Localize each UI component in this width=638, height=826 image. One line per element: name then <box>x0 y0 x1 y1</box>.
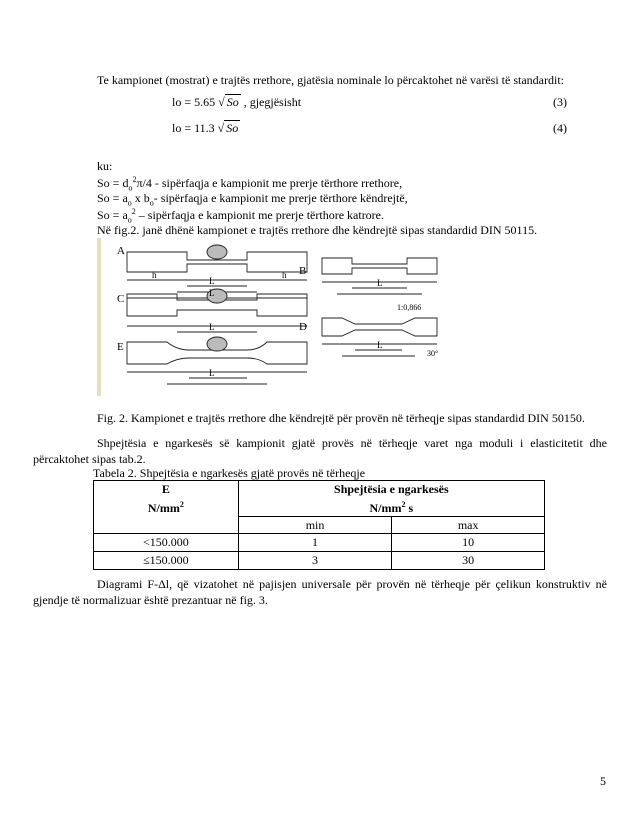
formula-4-lhs: lo = 11.3 <box>172 121 215 135</box>
specimen-figure <box>97 238 637 396</box>
sqrt-icon: √ <box>217 121 225 135</box>
header-e: E $N/mm^2$ <box>94 481 239 534</box>
cell-e: <150.000 <box>94 534 239 552</box>
label-b: B <box>299 265 307 277</box>
sqrt-icon: √ <box>218 95 225 109</box>
specimen-d-outline <box>322 318 437 336</box>
header-speed: Shpejtësia e ngarkesës $N/mm^2$ s <box>238 481 544 517</box>
specimen-e-grip-mark <box>207 337 227 351</box>
formula-4-number: (4) <box>553 121 567 135</box>
cell-min: 3 <box>238 552 392 570</box>
dim-lt-label: L <box>209 288 215 298</box>
cell-max: 30 <box>392 552 545 570</box>
page-number: 5 <box>600 774 606 788</box>
pi-icon: π <box>136 176 143 190</box>
cell-e: ≤150.000 <box>94 552 239 570</box>
label-c: C <box>117 293 125 305</box>
intro-line: Te kampionet (mostrat) e trajtës rrethore, gjatësia nominale lo përcaktohet në varësi të standardit: <box>97 73 564 87</box>
table-row <box>94 552 545 570</box>
formula-3-lhs: lo = 5.65 <box>172 95 216 109</box>
dim-lo-label: L <box>377 340 383 350</box>
dim-lo-label: L <box>209 322 215 332</box>
table-title: Tabela 2. Shpejtësia e ngarkesës gjatë provës në tërheqje <box>93 466 366 480</box>
formula-4-radicand: So <box>226 121 239 135</box>
formula-3-tail: , gjegjësisht <box>243 95 302 109</box>
header-min: min <box>238 517 392 534</box>
formula-3-radicand: So <box>226 95 239 109</box>
cell-min: 1 <box>238 534 392 552</box>
definition-line: $So = d_o^2\pi/4$ - sipërfaqja e kampionit me prerje tërthore rrethore, <box>97 175 403 193</box>
paragraph-line: gjendje të normalizuar është prezantuar në fig. 3. <box>33 593 268 607</box>
dim-lo-label: L <box>377 278 383 288</box>
dim-h-label: h <box>282 270 287 280</box>
label-e: E <box>117 341 124 353</box>
label-a: A <box>117 245 125 257</box>
ku-label: ku: <box>97 159 113 173</box>
definition-line: $So = a_o$ x $b_o-$ sipërfaqja e kampionit me prerje tërthore këndrejtë, <box>97 191 408 208</box>
definition-line: $So = a_o^2$ – sipërfaqja e kampionit me prerje tërthore katrore. <box>97 207 385 225</box>
formula-3 <box>172 95 301 110</box>
load-speed-table <box>93 480 545 570</box>
header-max: max <box>392 517 545 534</box>
table-header-row <box>94 481 545 517</box>
angle-label: 30° <box>427 349 439 358</box>
cell-max: 10 <box>392 534 545 552</box>
label-d: D <box>299 321 307 333</box>
figure-caption: Fig. 2. Kampionet e trajtës rrethore dhe këndrejtë për provën në tërheqje sipas standardid DIN 50150. <box>97 411 585 425</box>
fig-ref-line: Në fig.2. janë dhënë kampionet e trajtës rrethore dhe këndrejtë sipas standardid DIN 50115. <box>97 223 538 237</box>
paragraph-line: Diagrami F-Δl, që vizatohet në pajisjen universale për provën në tërheqje për çelikun konstruktiv në <box>97 577 607 591</box>
paragraph-line: përcaktohet sipas tab.2. <box>33 452 146 466</box>
paragraph-line: Shpejtësia e ngarkesës së kampionit gjatë provës në tërheqje varet nga moduli i elasticitetit dhe <box>97 436 607 450</box>
dim-lo-label: L <box>209 368 215 378</box>
specimen-b-outline <box>322 258 437 274</box>
dim-lo-label: L <box>209 276 215 286</box>
table-row <box>94 534 545 552</box>
formula-3-number: (3) <box>553 95 567 109</box>
dim-h-label: h <box>152 270 157 280</box>
specimen-a-grip-mark <box>207 245 227 259</box>
ratio-label: 1:0,866 <box>397 303 422 312</box>
formula-4 <box>172 121 240 136</box>
